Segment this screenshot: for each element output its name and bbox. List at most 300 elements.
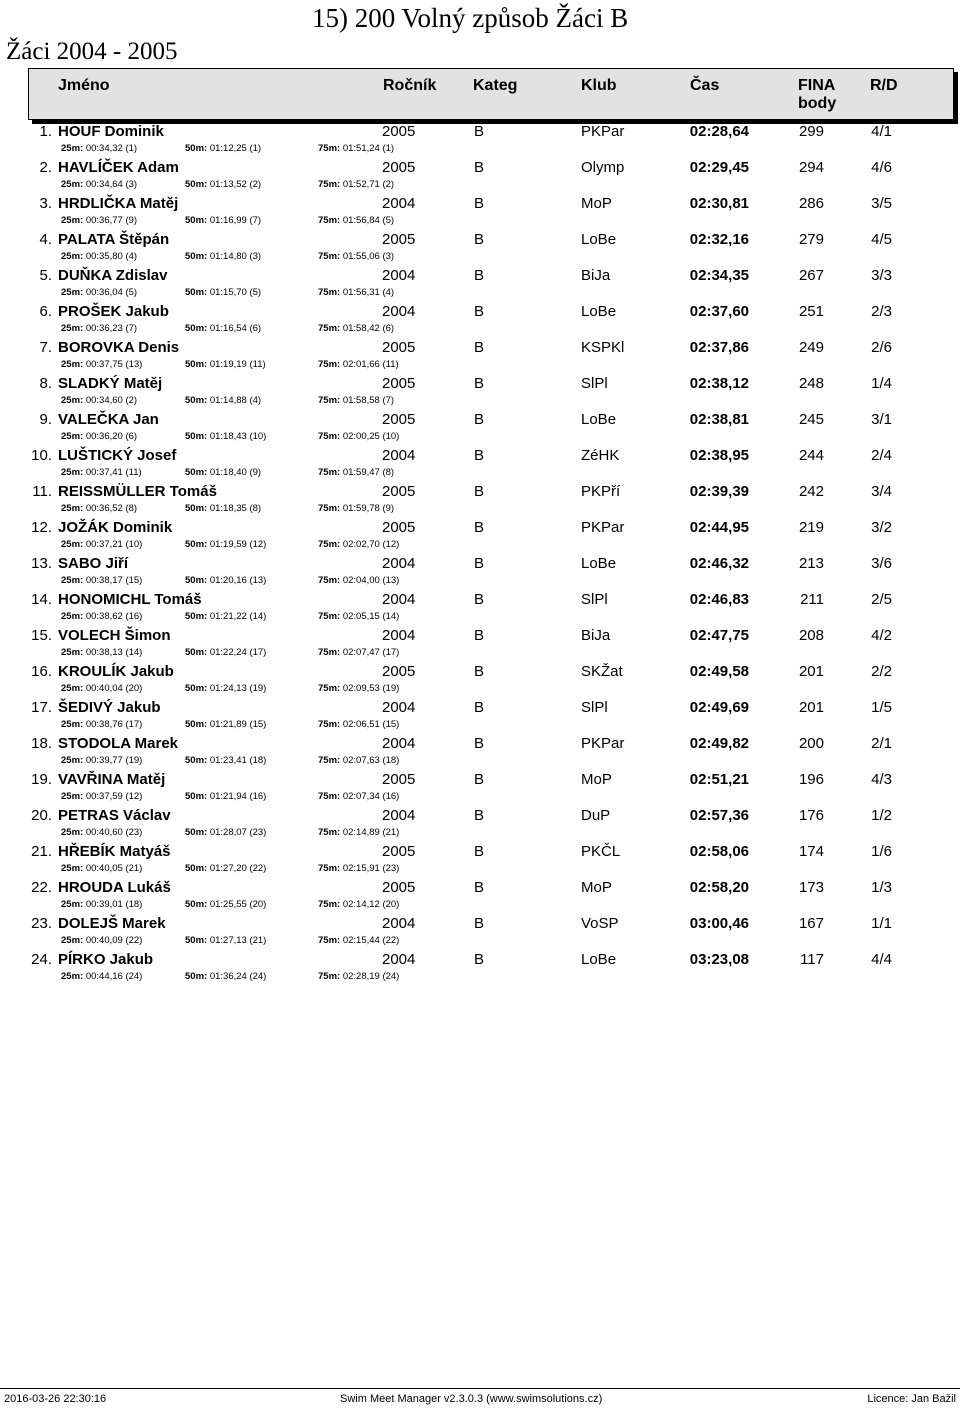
- split-75m: [318, 395, 394, 407]
- result-heat-lane: 1/1: [871, 915, 892, 932]
- result-time: 02:37,60: [689, 303, 749, 320]
- result-heat-lane: 3/6: [871, 555, 892, 572]
- split-50m: [185, 647, 266, 659]
- result-time: 02:39,39: [689, 483, 749, 500]
- split-50m: [185, 863, 266, 875]
- split-value: 01:27,20 (22): [209, 863, 267, 874]
- result-fina-points: 251: [798, 303, 824, 320]
- split-label: 75m:: [318, 143, 341, 154]
- split-label: 25m:: [61, 539, 84, 550]
- result-heat-lane: 4/6: [871, 159, 892, 176]
- result-name: HAVLÍČEK Adam: [58, 159, 179, 176]
- split-25m: [61, 179, 137, 191]
- result-rank: 3.: [39, 195, 52, 212]
- result-rank: 9.: [39, 411, 52, 428]
- result-category: B: [474, 699, 485, 716]
- result-year: 2004: [382, 447, 416, 464]
- split-label: 75m:: [318, 683, 341, 694]
- split-label: 75m:: [318, 755, 341, 766]
- split-value: 02:09,53 (19): [342, 683, 400, 694]
- split-50m: [185, 935, 266, 947]
- split-label: 75m:: [318, 575, 341, 586]
- result-heat-lane: 1/3: [871, 879, 892, 896]
- split-label: 50m:: [185, 971, 208, 982]
- split-50m: [185, 611, 266, 623]
- split-value: 01:59,78 (9): [342, 503, 395, 514]
- header-year: Ročník: [383, 77, 437, 94]
- result-category: B: [474, 303, 485, 320]
- result-rank: 22.: [31, 879, 52, 896]
- result-club: LoBe: [581, 555, 617, 572]
- result-heat-lane: 1/4: [871, 375, 892, 392]
- result-club: SKŽat: [581, 663, 623, 680]
- split-25m: [61, 287, 137, 299]
- result-time: 02:38,81: [689, 411, 749, 428]
- split-value: 01:52,71 (2): [342, 179, 395, 190]
- results-list: [0, 122, 960, 986]
- split-label: 50m:: [185, 359, 208, 370]
- split-value: 00:34,32 (1): [85, 143, 138, 154]
- result-heat-lane: 4/1: [871, 123, 892, 140]
- split-value: 01:12,25 (1): [209, 143, 262, 154]
- result-fina-points: 299: [798, 123, 824, 140]
- result-row: [0, 482, 960, 518]
- split-75m: [318, 755, 399, 767]
- split-label: 25m:: [61, 143, 84, 154]
- result-name: VAVŘINA Matěj: [58, 771, 166, 788]
- result-name: VALEČKA Jan: [58, 411, 159, 428]
- split-label: 25m:: [61, 287, 84, 298]
- result-heat-lane: 2/1: [871, 735, 892, 752]
- result-rank: 14.: [31, 591, 52, 608]
- result-club: BiJa: [581, 627, 611, 644]
- split-value: 01:25,55 (20): [209, 899, 267, 910]
- split-label: 25m:: [61, 251, 84, 262]
- result-year: 2004: [382, 735, 416, 752]
- result-heat-lane: 3/2: [871, 519, 892, 536]
- split-value: 02:01,66 (11): [342, 359, 399, 370]
- result-time: 02:49,58: [689, 663, 749, 680]
- result-fina-points: 248: [798, 375, 824, 392]
- footer-license: Licence: Jan Bažil: [867, 1393, 956, 1405]
- split-label: 75m:: [318, 827, 341, 838]
- split-75m: [318, 611, 399, 623]
- result-rank: 10.: [31, 447, 52, 464]
- split-50m: [185, 539, 266, 551]
- result-year: 2004: [382, 303, 416, 320]
- event-title: 15) 200 Volný způsob Žáci B: [312, 3, 629, 33]
- result-year: 2004: [382, 195, 416, 212]
- split-25m: [61, 467, 142, 479]
- result-category: B: [474, 879, 485, 896]
- split-75m: [318, 359, 399, 371]
- split-label: 50m:: [185, 215, 208, 226]
- result-row: [0, 374, 960, 410]
- split-value: 01:56,31 (4): [342, 287, 395, 298]
- result-club: MoP: [581, 879, 612, 896]
- split-label: 50m:: [185, 143, 208, 154]
- split-50m: [185, 755, 266, 767]
- result-time: 02:49,82: [689, 735, 749, 752]
- split-25m: [61, 683, 142, 695]
- result-rank: 24.: [31, 951, 52, 968]
- result-name: PETRAS Václav: [58, 807, 171, 824]
- result-year: 2005: [382, 879, 416, 896]
- split-value: 02:07,47 (17): [342, 647, 400, 658]
- split-label: 25m:: [61, 503, 84, 514]
- result-heat-lane: 3/4: [871, 483, 892, 500]
- result-row: [0, 914, 960, 950]
- result-club: PKPar: [581, 123, 625, 140]
- result-fina-points: 213: [798, 555, 824, 572]
- split-value: 01:56,84 (5): [342, 215, 395, 226]
- split-label: 75m:: [318, 467, 341, 478]
- split-25m: [61, 611, 142, 623]
- result-rank: 15.: [31, 627, 52, 644]
- split-label: 75m:: [318, 935, 341, 946]
- result-club: LoBe: [581, 411, 617, 428]
- header-heat-lane: R/D: [870, 77, 898, 94]
- result-row: [0, 194, 960, 230]
- result-row: [0, 158, 960, 194]
- split-label: 75m:: [318, 611, 341, 622]
- split-50m: [185, 179, 261, 191]
- split-value: 00:39,01 (18): [85, 899, 143, 910]
- result-club: Olymp: [581, 159, 625, 176]
- result-row: [0, 770, 960, 806]
- result-category: B: [474, 159, 485, 176]
- split-label: 50m:: [185, 683, 208, 694]
- result-row: [0, 842, 960, 878]
- split-label: 25m:: [61, 467, 84, 478]
- split-label: 25m:: [61, 755, 84, 766]
- split-label: 75m:: [318, 395, 341, 406]
- split-50m: [185, 431, 266, 443]
- result-time: 02:34,35: [689, 267, 749, 284]
- split-75m: [318, 899, 399, 911]
- split-25m: [61, 755, 142, 767]
- split-50m: [185, 791, 266, 803]
- result-name: REISSMÜLLER Tomáš: [58, 483, 217, 500]
- result-club: KSPKl: [581, 339, 625, 356]
- result-fina-points: 174: [798, 843, 824, 860]
- split-label: 50m:: [185, 827, 208, 838]
- footer-divider: [0, 1388, 960, 1389]
- split-label: 25m:: [61, 791, 84, 802]
- split-label: 50m:: [185, 179, 208, 190]
- split-label: 50m:: [185, 647, 208, 658]
- result-row: [0, 230, 960, 266]
- split-value: 00:39,77 (19): [85, 755, 143, 766]
- result-row: [0, 518, 960, 554]
- result-club: PKČL: [581, 843, 621, 860]
- age-group-title: Žáci 2004 - 2005: [6, 38, 178, 65]
- split-label: 25m:: [61, 935, 84, 946]
- split-label: 50m:: [185, 467, 208, 478]
- split-label: 50m:: [185, 863, 208, 874]
- header-fina-points: FINA body: [798, 77, 837, 112]
- split-label: 50m:: [185, 503, 208, 514]
- split-value: 01:22,24 (17): [209, 647, 267, 658]
- result-name: ŠEDIVÝ Jakub: [58, 699, 161, 716]
- result-time: 03:23,08: [689, 951, 749, 968]
- split-50m: [185, 503, 261, 515]
- split-label: 50m:: [185, 323, 208, 334]
- result-heat-lane: 2/2: [871, 663, 892, 680]
- result-row: [0, 590, 960, 626]
- result-category: B: [474, 519, 485, 536]
- split-value: 00:40,60 (23): [85, 827, 143, 838]
- result-fina-points: 196: [798, 771, 824, 788]
- result-category: B: [474, 231, 485, 248]
- split-25m: [61, 503, 137, 515]
- split-value: 00:37,75 (13): [85, 359, 143, 370]
- result-fina-points: 267: [798, 267, 824, 284]
- result-time: 02:32,16: [689, 231, 749, 248]
- result-fina-points: 201: [798, 663, 824, 680]
- split-75m: [318, 287, 394, 299]
- result-row: [0, 734, 960, 770]
- footer-timestamp: 2016-03-26 22:30:16: [4, 1393, 107, 1405]
- result-club: SlPl: [581, 591, 608, 608]
- split-value: 02:14,12 (20): [342, 899, 400, 910]
- split-label: 75m:: [318, 215, 341, 226]
- split-value: 01:27,13 (21): [209, 935, 267, 946]
- result-name: HŘEBÍK Matyáš: [58, 843, 171, 860]
- result-year: 2005: [382, 771, 416, 788]
- result-club: ZéHK: [581, 447, 620, 464]
- split-label: 75m:: [318, 539, 341, 550]
- split-50m: [185, 395, 261, 407]
- split-25m: [61, 791, 142, 803]
- result-year: 2004: [382, 951, 416, 968]
- split-value: 02:02,70 (12): [342, 539, 400, 550]
- split-75m: [318, 539, 399, 551]
- split-value: 02:15,91 (23): [342, 863, 400, 874]
- result-year: 2004: [382, 555, 416, 572]
- split-25m: [61, 143, 137, 155]
- result-category: B: [474, 447, 485, 464]
- result-rank: 21.: [31, 843, 52, 860]
- split-value: 01:16,54 (6): [209, 323, 262, 334]
- split-75m: [318, 575, 399, 587]
- result-rank: 19.: [31, 771, 52, 788]
- result-row: [0, 950, 960, 986]
- result-year: 2005: [382, 519, 416, 536]
- split-label: 50m:: [185, 719, 208, 730]
- split-value: 00:38,13 (14): [85, 647, 143, 658]
- result-category: B: [474, 555, 485, 572]
- split-value: 00:37,59 (12): [85, 791, 143, 802]
- result-rank: 23.: [31, 915, 52, 932]
- split-50m: [185, 899, 266, 911]
- split-75m: [318, 683, 399, 695]
- split-label: 50m:: [185, 935, 208, 946]
- split-75m: [318, 647, 399, 659]
- result-year: 2005: [382, 843, 416, 860]
- split-25m: [61, 323, 137, 335]
- split-value: 00:36,23 (7): [85, 323, 138, 334]
- result-rank: 6.: [39, 303, 52, 320]
- result-name: LUŠTICKÝ Josef: [58, 447, 177, 464]
- split-label: 25m:: [61, 323, 84, 334]
- split-label: 75m:: [318, 899, 341, 910]
- split-75m: [318, 935, 399, 947]
- result-club: MoP: [581, 771, 612, 788]
- result-name: HOUF Dominik: [58, 123, 164, 140]
- split-value: 02:28,19 (24): [342, 971, 400, 982]
- split-25m: [61, 431, 137, 443]
- result-year: 2005: [382, 375, 416, 392]
- result-name: STODOLA Marek: [58, 735, 179, 752]
- split-50m: [185, 575, 266, 587]
- split-50m: [185, 251, 261, 263]
- split-25m: [61, 647, 142, 659]
- split-label: 50m:: [185, 899, 208, 910]
- result-year: 2005: [382, 123, 416, 140]
- split-label: 75m:: [318, 863, 341, 874]
- split-value: 02:07,63 (18): [342, 755, 400, 766]
- result-fina-points: 294: [798, 159, 824, 176]
- split-value: 00:36,04 (5): [85, 287, 138, 298]
- split-value: 01:18,43 (10): [209, 431, 267, 442]
- split-75m: [318, 467, 394, 479]
- result-time: 02:28,64: [689, 123, 749, 140]
- split-25m: [61, 863, 142, 875]
- result-name: VOLECH Šimon: [58, 627, 171, 644]
- result-category: B: [474, 663, 485, 680]
- result-rank: 17.: [31, 699, 52, 716]
- result-fina-points: 200: [798, 735, 824, 752]
- split-25m: [61, 359, 142, 371]
- split-value: 01:19,19 (11): [209, 359, 266, 370]
- result-fina-points: 208: [798, 627, 824, 644]
- result-heat-lane: 2/3: [871, 303, 892, 320]
- result-year: 2005: [382, 339, 416, 356]
- result-year: 2005: [382, 663, 416, 680]
- split-75m: [318, 143, 394, 155]
- split-label: 75m:: [318, 431, 341, 442]
- split-value: 00:38,76 (17): [85, 719, 143, 730]
- split-25m: [61, 971, 142, 983]
- split-label: 75m:: [318, 971, 341, 982]
- split-value: 00:38,17 (15): [85, 575, 143, 586]
- split-25m: [61, 935, 142, 947]
- result-name: SABO Jiří: [58, 555, 129, 572]
- result-category: B: [474, 591, 485, 608]
- result-time: 02:49,69: [689, 699, 749, 716]
- split-25m: [61, 251, 137, 263]
- result-time: 02:37,86: [689, 339, 749, 356]
- split-label: 50m:: [185, 251, 208, 262]
- header-time: Čas: [690, 77, 720, 94]
- result-name: HROUDA Lukáš: [58, 879, 171, 896]
- split-value: 01:58,58 (7): [342, 395, 395, 406]
- footer-software: Swim Meet Manager v2.3.0.3 (www.swimsolutions.cz): [340, 1393, 603, 1405]
- result-category: B: [474, 807, 485, 824]
- result-rank: 18.: [31, 735, 52, 752]
- result-fina-points: 219: [798, 519, 824, 536]
- split-value: 00:40,04 (20): [85, 683, 143, 694]
- split-75m: [318, 215, 394, 227]
- result-club: PKPar: [581, 735, 625, 752]
- result-club: SlPl: [581, 699, 608, 716]
- split-label: 25m:: [61, 215, 84, 226]
- result-year: 2004: [382, 915, 416, 932]
- result-club: DuP: [581, 807, 611, 824]
- result-name: PALATA Štěpán: [58, 231, 170, 248]
- split-label: 25m:: [61, 395, 84, 406]
- split-value: 01:20,16 (13): [209, 575, 267, 586]
- result-club: MoP: [581, 195, 612, 212]
- split-value: 01:55,06 (3): [342, 251, 395, 262]
- split-value: 02:05,15 (14): [342, 611, 400, 622]
- result-rank: 16.: [31, 663, 52, 680]
- split-label: 25m:: [61, 863, 84, 874]
- result-club: PKPří: [581, 483, 621, 500]
- result-time: 02:58,20: [689, 879, 749, 896]
- result-heat-lane: 2/4: [871, 447, 892, 464]
- result-rank: 11.: [32, 483, 52, 500]
- result-time: 02:46,83: [689, 591, 749, 608]
- result-row: [0, 338, 960, 374]
- split-label: 25m:: [61, 611, 84, 622]
- split-value: 00:40,05 (21): [85, 863, 143, 874]
- result-year: 2004: [382, 267, 416, 284]
- split-label: 25m:: [61, 683, 84, 694]
- split-value: 02:04,00 (13): [342, 575, 400, 586]
- result-fina-points: 211: [800, 591, 824, 608]
- result-row: [0, 878, 960, 914]
- split-value: 01:18,35 (8): [209, 503, 262, 514]
- result-row: [0, 626, 960, 662]
- split-50m: [185, 323, 261, 335]
- result-rank: 13.: [31, 555, 52, 572]
- result-category: B: [474, 627, 485, 644]
- result-heat-lane: 2/6: [871, 339, 892, 356]
- result-heat-lane: 4/3: [871, 771, 892, 788]
- result-fina-points: 117: [800, 951, 824, 968]
- split-value: 01:21,89 (15): [209, 719, 267, 730]
- result-row: [0, 410, 960, 446]
- result-category: B: [474, 411, 485, 428]
- split-25m: [61, 575, 142, 587]
- result-name: SLADKÝ Matěj: [58, 375, 163, 392]
- split-50m: [185, 827, 266, 839]
- result-time: 02:57,36: [689, 807, 749, 824]
- split-label: 75m:: [318, 179, 341, 190]
- result-name: PROŠEK Jakub: [58, 303, 169, 320]
- split-value: 00:34,60 (2): [85, 395, 138, 406]
- result-rank: 4.: [39, 231, 52, 248]
- split-label: 50m:: [185, 791, 208, 802]
- result-rank: 1.: [39, 123, 52, 140]
- split-label: 25m:: [61, 899, 84, 910]
- result-club: PKPar: [581, 519, 625, 536]
- result-category: B: [474, 951, 485, 968]
- result-fina-points: 249: [798, 339, 824, 356]
- result-category: B: [474, 915, 485, 932]
- split-value: 01:51,24 (1): [342, 143, 395, 154]
- result-name: BOROVKA Denis: [58, 339, 180, 356]
- result-rank: 5.: [39, 267, 52, 284]
- split-value: 01:13,52 (2): [209, 179, 262, 190]
- split-label: 50m:: [185, 539, 208, 550]
- column-header-bar: [28, 68, 954, 120]
- split-value: 01:28,07 (23): [209, 827, 267, 838]
- result-heat-lane: 3/1: [871, 411, 892, 428]
- result-time: 02:38,12: [689, 375, 749, 392]
